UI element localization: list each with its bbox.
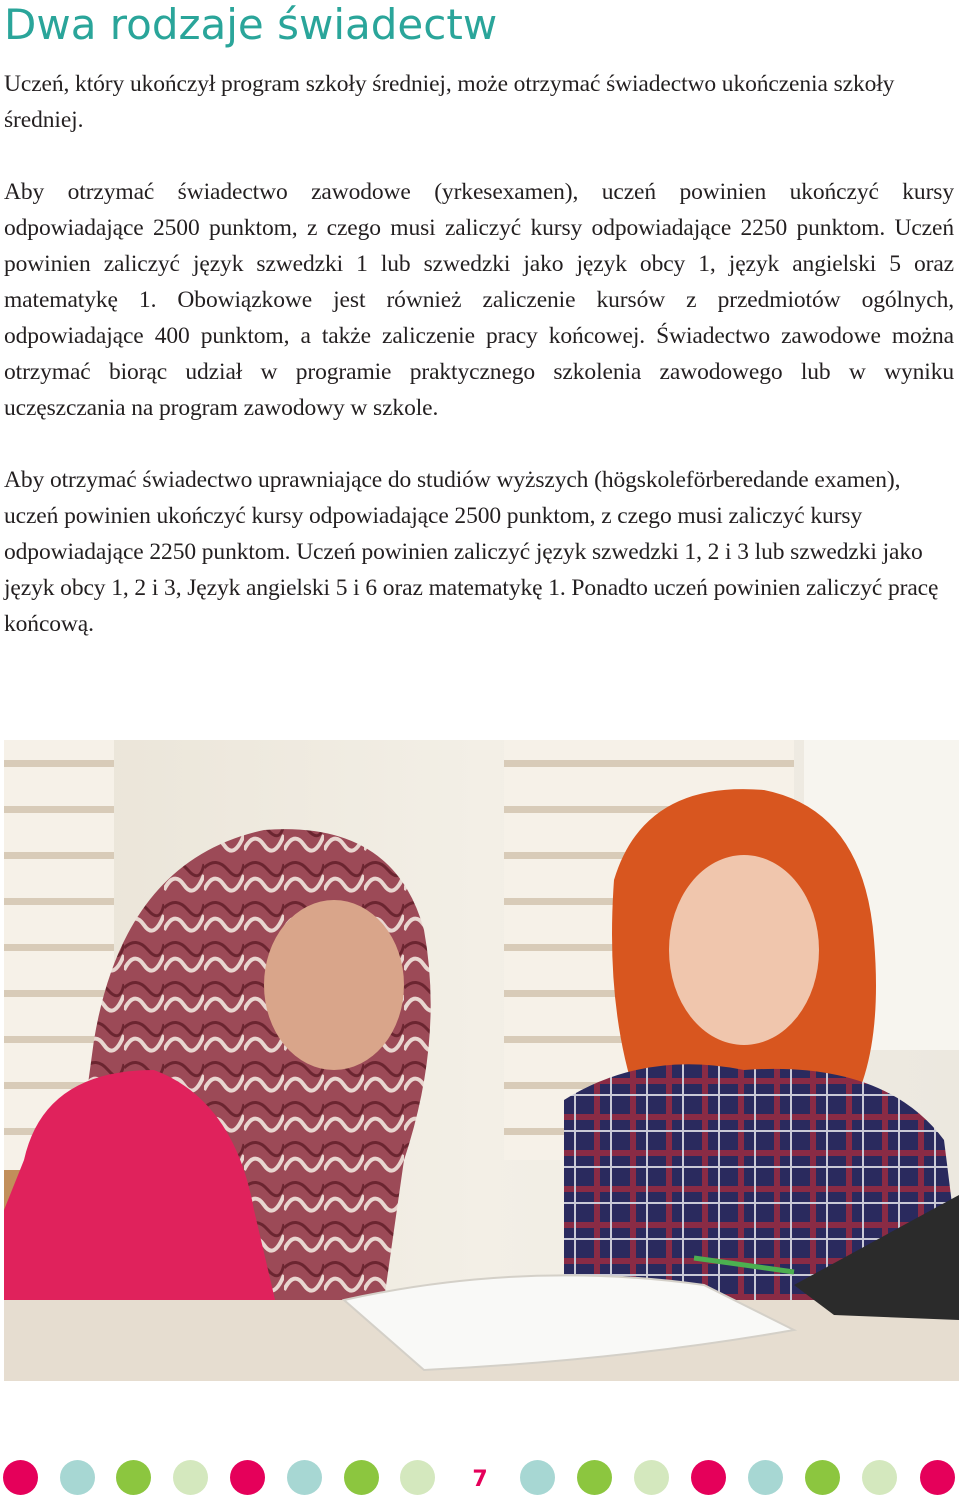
decorative-dot: [691, 1460, 726, 1495]
page-number: 7: [472, 1467, 488, 1492]
paragraph-intro: Uczeń, który ukończył program szkoły średniej, może otrzymać świadectwo ukończenia szkoły średniej.: [4, 71, 895, 133]
decorative-dot: [230, 1460, 265, 1495]
students-photo: [4, 740, 959, 1381]
decorative-dot: [520, 1460, 555, 1495]
decorative-dot: [400, 1460, 435, 1495]
paragraph-higher-education-certificate: Aby otrzymać świadectwo uprawniające do studiów wyższych (högskoleförberedande examen), uczeń powinien ukończyć kursy odpowiadające 2500 punktom, z czego musi zaliczyć kursy odpowiadające 2250 punktom. Uczeń powinien zaliczyć język szwedzki 1, 2 i 3 lub szwedzki jako język obcy 1, 2 i 3, Język angielski 5 i 6 oraz matematykę 1. Ponadto uczeń powinien zaliczyć pracę końcową.: [4, 467, 939, 637]
decorative-dot: [862, 1460, 897, 1495]
decorative-dot: [344, 1460, 379, 1495]
decorative-dot: [577, 1460, 612, 1495]
paragraph-vocational-certificate: Aby otrzymać świadectwo zawodowe (yrkesexamen), uczeń powinien ukończyć kursy odpowiadające 2500 punktom, z czego musi zaliczyć kursy odpowiadające 2250 punktom. Uczeń powinien zaliczyć język szwedzki 1 lub szwedzki jako język obcy 1, język angielski 5 oraz matematykę 1. Obowiązkowe jest również zaliczenie kursów z przedmiotów ogólnych, odpowiadające 400 punktom, a także zaliczenie pracy końcowej. Świadectwo zawodowe można otrzymać biorąc udział w programie praktycznego szkolenia zawodowego lub w wyniku uczęszczania na program zawodowy w szkole.: [4, 179, 954, 421]
page-title: Dwa rodzaje świadectw: [4, 0, 498, 49]
decorative-dot: [60, 1460, 95, 1495]
decorative-dot: [173, 1460, 208, 1495]
decorative-dot: [748, 1460, 783, 1495]
decorative-dot: [920, 1460, 955, 1495]
decorative-dot: [287, 1460, 322, 1495]
decorative-dot: [116, 1460, 151, 1495]
decorative-dot: [805, 1460, 840, 1495]
decorative-dot: [634, 1460, 669, 1495]
decorative-dot: [3, 1460, 38, 1495]
